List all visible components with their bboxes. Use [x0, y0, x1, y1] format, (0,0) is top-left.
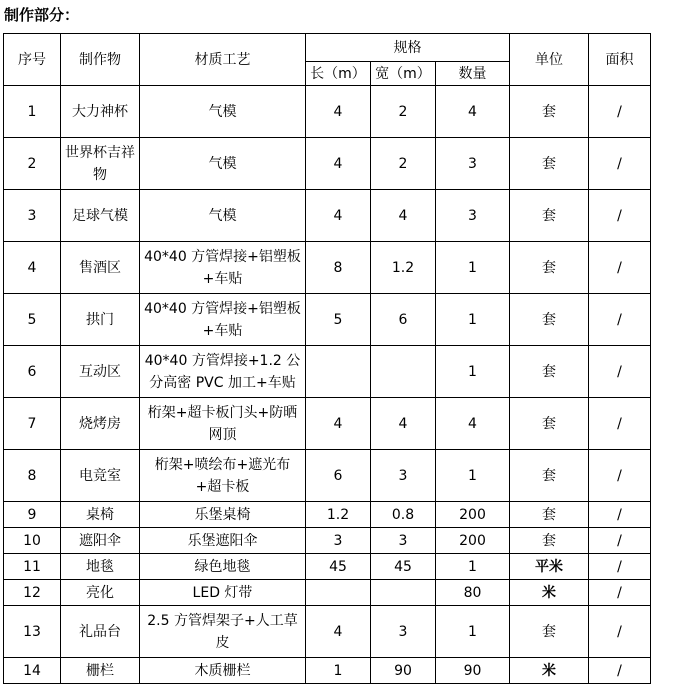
cell-item: 烧烤房: [61, 398, 140, 450]
cell-material: 40*40 方管焊接+铝塑板+车贴: [140, 242, 306, 294]
cell-quantity: 200: [436, 528, 510, 554]
cell-area: /: [589, 190, 651, 242]
cell-area: /: [589, 528, 651, 554]
table-row: [4, 502, 651, 528]
cell-unit: 套: [510, 528, 589, 554]
table-row: [4, 294, 651, 346]
cell-quantity: 80: [436, 580, 510, 606]
cell-no: 6: [4, 346, 61, 398]
table-row: [4, 606, 651, 658]
cell-length: 3: [306, 528, 371, 554]
cell-width: 3: [371, 450, 436, 502]
production-table: [3, 33, 651, 684]
cell-length: [306, 580, 371, 606]
cell-material: 桁架+喷绘布+遮光布+超卡板: [140, 450, 306, 502]
header-area: 面积: [589, 34, 651, 86]
cell-area: /: [589, 606, 651, 658]
cell-unit: 平米: [510, 554, 589, 580]
cell-material: 乐堡桌椅: [140, 502, 306, 528]
cell-material: 气模: [140, 190, 306, 242]
header-quantity: 数量: [436, 62, 510, 86]
cell-quantity: 200: [436, 502, 510, 528]
cell-no: 9: [4, 502, 61, 528]
header-no: 序号: [4, 34, 61, 86]
cell-no: 14: [4, 658, 61, 684]
cell-no: 7: [4, 398, 61, 450]
cell-width: 45: [371, 554, 436, 580]
header-unit: 单位: [510, 34, 589, 86]
cell-unit: 米: [510, 580, 589, 606]
cell-length: 4: [306, 398, 371, 450]
table-row: [4, 138, 651, 190]
cell-quantity: 1: [436, 242, 510, 294]
cell-item: 售酒区: [61, 242, 140, 294]
cell-material: 40*40 方管焊接+铝塑板+车贴: [140, 294, 306, 346]
header-length: 长（m）: [306, 62, 371, 86]
cell-area: /: [589, 502, 651, 528]
cell-quantity: 1: [436, 294, 510, 346]
table-row: [4, 580, 651, 606]
cell-quantity: 4: [436, 398, 510, 450]
cell-no: 3: [4, 190, 61, 242]
cell-area: /: [589, 398, 651, 450]
cell-length: 45: [306, 554, 371, 580]
cell-quantity: 4: [436, 86, 510, 138]
cell-width: 1.2: [371, 242, 436, 294]
cell-item: 世界杯吉祥物: [61, 138, 140, 190]
table-row: [4, 346, 651, 398]
cell-unit: 套: [510, 138, 589, 190]
cell-unit: 套: [510, 86, 589, 138]
cell-item: 栅栏: [61, 658, 140, 684]
header-spec: 规格: [306, 34, 510, 62]
cell-quantity: 3: [436, 138, 510, 190]
cell-unit: 套: [510, 190, 589, 242]
cell-item: 足球气模: [61, 190, 140, 242]
cell-item: 地毯: [61, 554, 140, 580]
cell-unit: 套: [510, 606, 589, 658]
cell-material: 气模: [140, 138, 306, 190]
cell-area: /: [589, 658, 651, 684]
cell-material: 绿色地毯: [140, 554, 306, 580]
cell-length: 4: [306, 606, 371, 658]
cell-item: 电竞室: [61, 450, 140, 502]
cell-width: 2: [371, 138, 436, 190]
cell-no: 8: [4, 450, 61, 502]
cell-quantity: 1: [436, 554, 510, 580]
cell-material: 气模: [140, 86, 306, 138]
table-body: [4, 86, 651, 684]
table-row: [4, 242, 651, 294]
cell-length: [306, 346, 371, 398]
cell-width: 2: [371, 86, 436, 138]
cell-item: 亮化: [61, 580, 140, 606]
header-width: 宽（m）: [371, 62, 436, 86]
cell-length: 6: [306, 450, 371, 502]
cell-width: 4: [371, 398, 436, 450]
cell-length: 4: [306, 86, 371, 138]
cell-no: 12: [4, 580, 61, 606]
cell-no: 13: [4, 606, 61, 658]
cell-item: 遮阳伞: [61, 528, 140, 554]
cell-material: 木质栅栏: [140, 658, 306, 684]
cell-quantity: 1: [436, 606, 510, 658]
cell-unit: 套: [510, 242, 589, 294]
cell-width: 3: [371, 606, 436, 658]
cell-area: /: [589, 138, 651, 190]
cell-quantity: 1: [436, 346, 510, 398]
cell-item: 礼品台: [61, 606, 140, 658]
cell-area: /: [589, 86, 651, 138]
cell-width: [371, 580, 436, 606]
table-row: [4, 190, 651, 242]
cell-area: /: [589, 554, 651, 580]
cell-unit: 套: [510, 346, 589, 398]
cell-unit: 套: [510, 502, 589, 528]
cell-item: 桌椅: [61, 502, 140, 528]
cell-material: 2.5 方管焊架子+人工草皮: [140, 606, 306, 658]
header-item: 制作物: [61, 34, 140, 86]
cell-length: 5: [306, 294, 371, 346]
cell-length: 1.2: [306, 502, 371, 528]
cell-width: 90: [371, 658, 436, 684]
cell-width: 6: [371, 294, 436, 346]
cell-area: /: [589, 242, 651, 294]
table-row: [4, 528, 651, 554]
cell-material: 乐堡遮阳伞: [140, 528, 306, 554]
header-row: [4, 34, 651, 62]
cell-length: 4: [306, 138, 371, 190]
cell-area: /: [589, 580, 651, 606]
cell-material: 40*40 方管焊接+1.2 公分高密 PVC 加工+车贴: [140, 346, 306, 398]
cell-item: 拱门: [61, 294, 140, 346]
cell-area: /: [589, 450, 651, 502]
cell-no: 10: [4, 528, 61, 554]
cell-area: /: [589, 346, 651, 398]
header-material: 材质工艺: [140, 34, 306, 86]
cell-width: 0.8: [371, 502, 436, 528]
cell-quantity: 90: [436, 658, 510, 684]
cell-material: LED 灯带: [140, 580, 306, 606]
cell-item: 互动区: [61, 346, 140, 398]
cell-length: 8: [306, 242, 371, 294]
cell-unit: 套: [510, 294, 589, 346]
cell-unit: 米: [510, 658, 589, 684]
table-row: [4, 658, 651, 684]
cell-unit: 套: [510, 398, 589, 450]
cell-unit: 套: [510, 450, 589, 502]
cell-area: /: [589, 294, 651, 346]
table-row: [4, 398, 651, 450]
cell-width: [371, 346, 436, 398]
table-row: [4, 554, 651, 580]
cell-no: 2: [4, 138, 61, 190]
cell-no: 4: [4, 242, 61, 294]
cell-no: 5: [4, 294, 61, 346]
table-row: [4, 450, 651, 502]
cell-no: 1: [4, 86, 61, 138]
cell-no: 11: [4, 554, 61, 580]
cell-length: 1: [306, 658, 371, 684]
cell-width: 3: [371, 528, 436, 554]
cell-quantity: 1: [436, 450, 510, 502]
cell-item: 大力神杯: [61, 86, 140, 138]
cell-length: 4: [306, 190, 371, 242]
cell-quantity: 3: [436, 190, 510, 242]
cell-width: 4: [371, 190, 436, 242]
section-heading: 制作部分：: [4, 6, 80, 24]
cell-material: 桁架+超卡板门头+防晒网顶: [140, 398, 306, 450]
table-row: [4, 86, 651, 138]
